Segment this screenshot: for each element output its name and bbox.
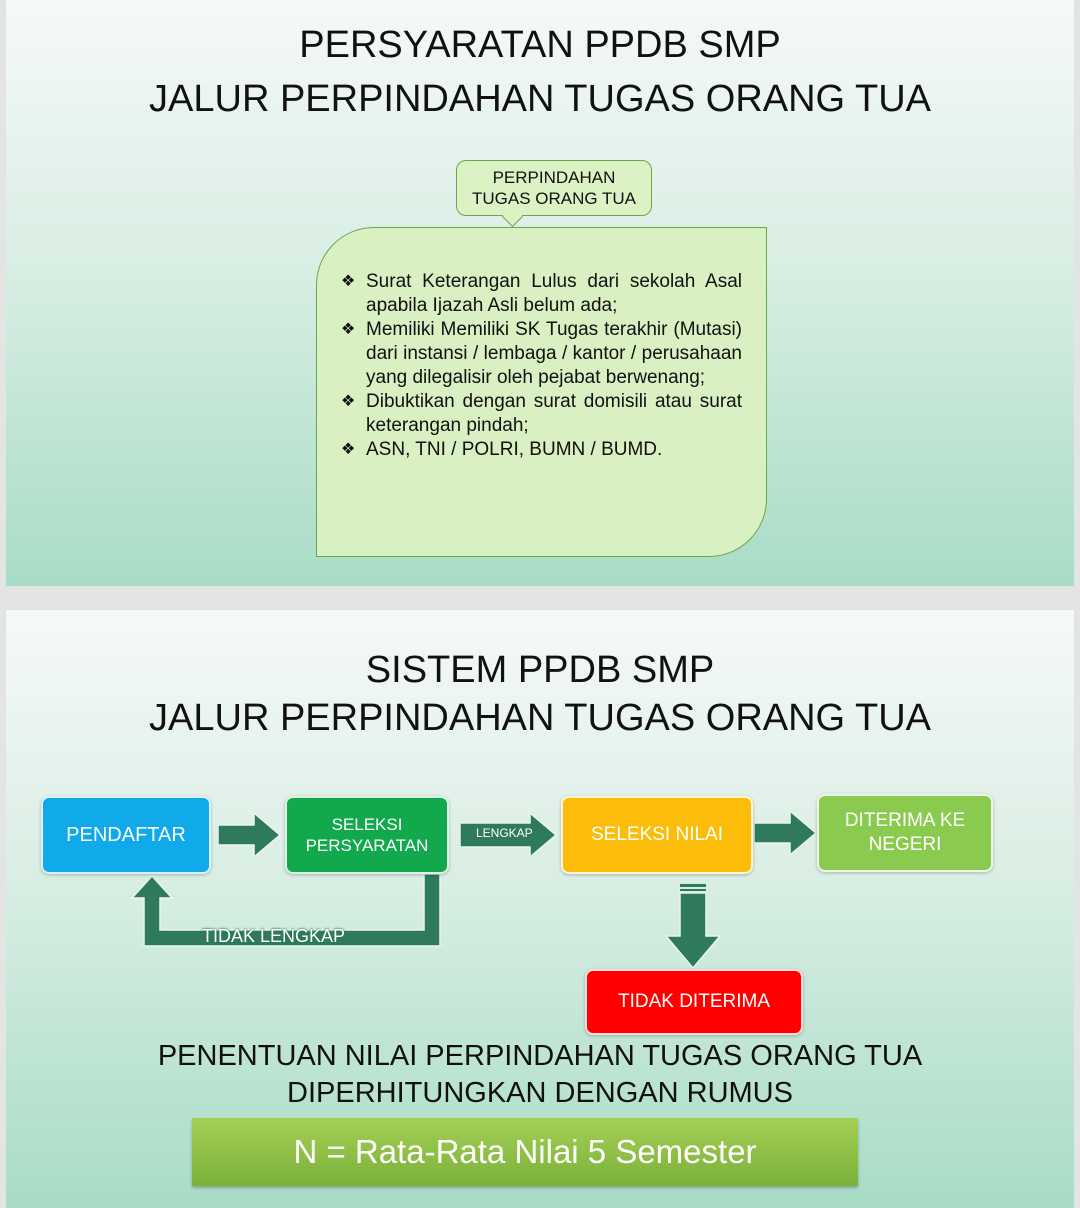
- requirement-item: [341, 270, 742, 318]
- diamond-bullet-icon: ❖: [341, 273, 356, 290]
- requirement-text: ASN, TNI / POLRI, BUMN / BUMD.: [366, 439, 663, 460]
- requirements-title: [6, 18, 1074, 126]
- slide-system-flow: [6, 610, 1074, 1208]
- node-tidak-diterima: [585, 969, 803, 1035]
- system-title: [6, 646, 1074, 742]
- callout-line1: PERPINDAHAN: [492, 168, 616, 187]
- requirements-box: [316, 227, 767, 557]
- diamond-bullet-icon: ❖: [341, 321, 356, 338]
- formula-heading-line2: DIPERHITUNGKAN DENGAN RUMUS: [287, 1077, 793, 1109]
- requirement-item: [341, 438, 742, 462]
- arrow-right-icon: [754, 811, 816, 855]
- node-pendaftar-label: PENDAFTAR: [66, 823, 186, 846]
- node-seleksi-persyaratan: [285, 796, 449, 874]
- callout-line2: TUGAS ORANG TUA: [471, 189, 637, 208]
- requirement-text: Memiliki Memiliki SK Tugas terakhir (Mutasi) dari instansi / lembaga / kantor / perusahaan yang dilegalisir oleh pejabat berwenang;: [366, 319, 742, 388]
- system-title-line2: JALUR PERPINDAHAN TUGAS ORANG TUA: [149, 697, 931, 739]
- arrow-right-icon: [218, 813, 280, 857]
- node-diterima-line1: DITERIMA KE: [844, 810, 966, 831]
- requirements-title-line1: PERSYARATAN PPDB SMP: [299, 24, 781, 66]
- formula-heading-line1: PENENTUAN NILAI PERPINDAHAN TUGAS ORANG TUA: [157, 1040, 923, 1072]
- node-pendaftar: [41, 796, 211, 874]
- edge-label-tidak-lengkap: TIDAK LENGKAP: [202, 926, 346, 946]
- diamond-bullet-icon: ❖: [341, 441, 356, 458]
- system-title-line1: SISTEM PPDB SMP: [365, 649, 715, 691]
- diamond-bullet-icon: ❖: [341, 393, 356, 410]
- requirement-item: [341, 390, 742, 438]
- arrow-down-icon: [666, 884, 720, 968]
- formula-text: N = Rata-Rata Nilai 5 Semester: [293, 1133, 757, 1170]
- slide-requirements: [6, 0, 1074, 586]
- node-seleksi-persyaratan-line1: SELEKSI: [331, 815, 403, 834]
- requirements-title-line2: JALUR PERPINDAHAN TUGAS ORANG TUA: [149, 78, 931, 120]
- node-diterima-line2: NEGERI: [868, 834, 942, 855]
- requirement-item: [341, 318, 742, 390]
- node-seleksi-nilai: [561, 796, 753, 874]
- node-tidak-diterima-label: TIDAK DITERIMA: [617, 991, 770, 1012]
- node-diterima-ke-negeri: [817, 794, 993, 872]
- formula-box: [192, 1118, 858, 1186]
- edge-label-lengkap: LENGKAP: [476, 826, 533, 840]
- requirement-text: Surat Keterangan Lulus dari sekolah Asal apabila Ijazah Asli belum ada;: [366, 271, 742, 316]
- node-seleksi-nilai-label: SELEKSI NILAI: [590, 824, 723, 845]
- formula-heading: [6, 1038, 1074, 1112]
- requirement-text: Dibuktikan dengan surat domisili atau surat keterangan pindah;: [366, 391, 742, 436]
- callout-perpindahan: [456, 160, 652, 216]
- node-seleksi-persyaratan-line2: PERSYARATAN: [305, 836, 429, 855]
- requirements-list: [341, 270, 742, 462]
